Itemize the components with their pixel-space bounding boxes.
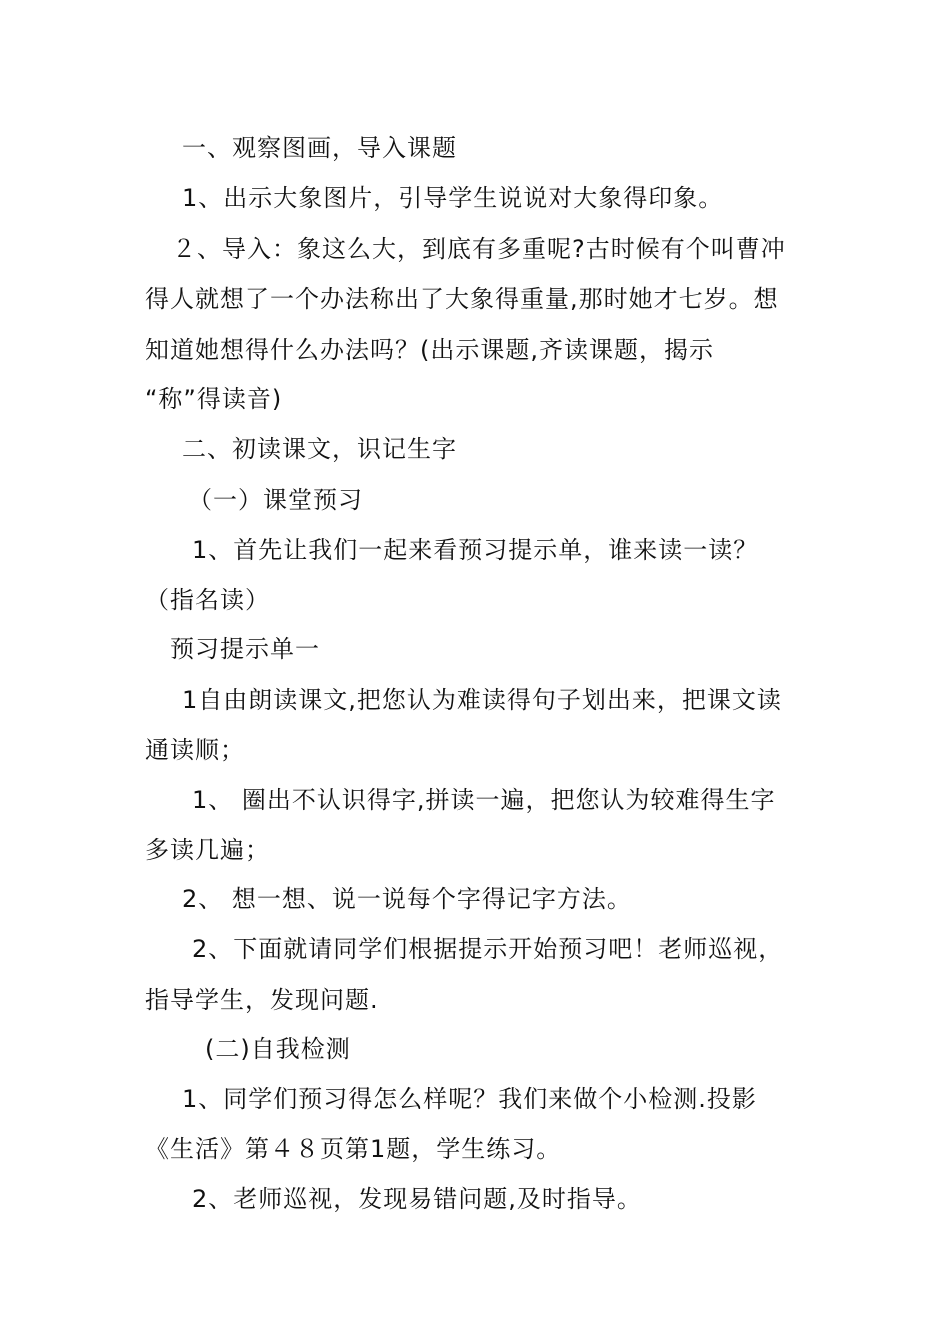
paragraph-line: 1、首先让我们一起来看预习提示单，谁来读一读？ [192, 536, 759, 564]
paragraph-line: 1、同学们预习得怎么样呢？我们来做个小检测.投影 [182, 1085, 757, 1113]
paragraph-line: 2、下面就请同学们根据提示开始预习吧！老师巡视， [192, 935, 784, 963]
paragraph-line: 1、出示大象图片，引导学生说说对大象得印象。 [182, 184, 724, 212]
paragraph-line: 1自由朗读课文,把您认为难读得句子划出来，把课文读 [182, 686, 782, 714]
paragraph-line: 知道她想得什么办法吗？(出示课题,齐读课题，揭示 [145, 336, 714, 364]
paragraph-line: 指导学生，发现问题. [145, 986, 379, 1014]
paragraph-line: 1、 圈出不认识得字,拼读一遍，把您认为较难得生字 [192, 786, 776, 814]
subheading: (二)自我检测 [205, 1035, 351, 1063]
paragraph-line: 通读顺； [145, 736, 245, 764]
paragraph-line: 2、老师巡视，发现易错问题,及时指导。 [192, 1185, 642, 1213]
subheading: 预习提示单一 [170, 635, 320, 663]
paragraph-line: ２、导入：象这么大，到底有多重呢?古时候有个叫曹冲 [172, 235, 786, 263]
paragraph-line: 《生活》第４８页第1题，学生练习。 [145, 1135, 562, 1163]
heading-section-1: 一、观察图画，导入课题 [182, 134, 457, 162]
paragraph-line: 2、 想一想、说一说每个字得记字方法。 [182, 885, 632, 913]
paragraph-line: 多读几遍； [145, 836, 270, 864]
paragraph-line: “称”得读音) [145, 385, 283, 413]
heading-section-2: 二、初读课文，识记生字 [182, 435, 457, 463]
subheading: （一）课堂预习 [188, 486, 363, 514]
paragraph-line: 得人就想了一个办法称出了大象得重量,那时她才七岁。想 [145, 285, 779, 313]
paragraph-line: （指名读） [145, 586, 270, 614]
